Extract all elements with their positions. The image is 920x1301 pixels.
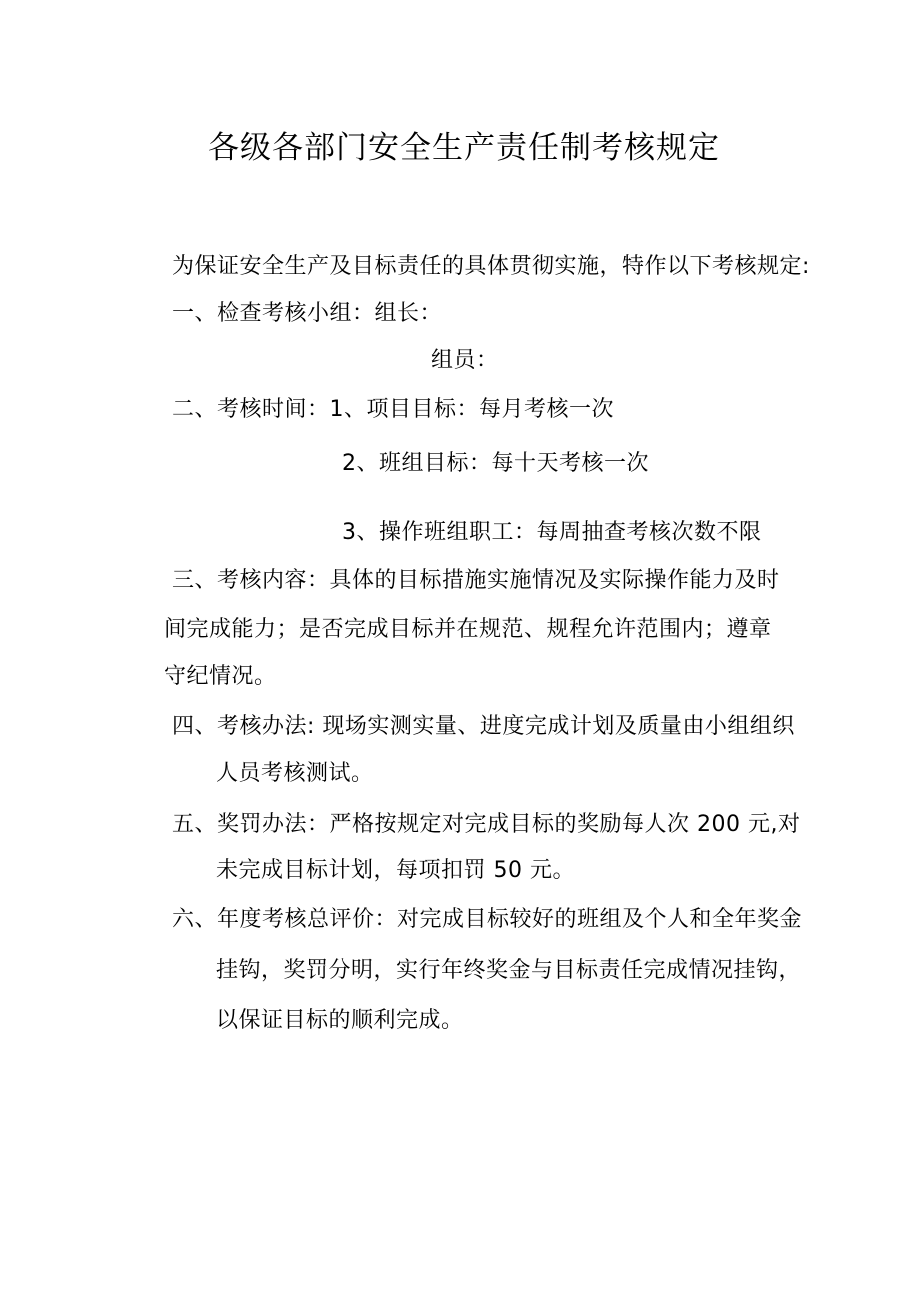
- section-2-line-1: 二、考核时间：1、项目目标：每月考核一次: [172, 397, 614, 422]
- document-title: 各级各部门安全生产责任制考核规定: [208, 130, 720, 166]
- section-6-line-3: 以保证目标的顺利完成。: [216, 1008, 464, 1033]
- section-5-line-1: 五、奖罚办法：严格按规定对完成目标的奖励每人次 200 元,对: [172, 812, 801, 837]
- section-1-line-2: 组员：: [431, 348, 499, 373]
- section-4-line-1: 四、考核办法: 现场实测实量、进度完成计划及质量由小组组织: [172, 714, 795, 739]
- section-6-line-1: 六、年度考核总评价：对完成目标较好的班组及个人和全年奖金: [172, 907, 803, 932]
- intro-paragraph: 为保证安全生产及目标责任的具体贯彻实施，特作以下考核规定:: [172, 254, 810, 279]
- section-2-line-3: 3、操作班组职工：每周抽查考核次数不限: [342, 520, 762, 545]
- section-1-line-1: 一、检查考核小组：组长：: [172, 301, 443, 326]
- section-4-line-2: 人员考核测试。: [216, 761, 374, 786]
- section-3-line-3: 守纪情况。: [164, 664, 277, 689]
- section-2-line-2: 2、班组目标：每十天考核一次: [342, 451, 649, 476]
- section-3-line-1: 三、考核内容：具体的目标措施实施情况及实际操作能力及时: [172, 568, 780, 593]
- section-5-line-2: 未完成目标计划，每项扣罚 50 元。: [216, 858, 575, 883]
- section-6-line-2: 挂钩，奖罚分明，实行年终奖金与目标责任完成情况挂钩，: [216, 958, 802, 983]
- section-3-line-2: 间完成能力；是否完成目标并在规范、规程允许范围内；遵章: [164, 617, 772, 642]
